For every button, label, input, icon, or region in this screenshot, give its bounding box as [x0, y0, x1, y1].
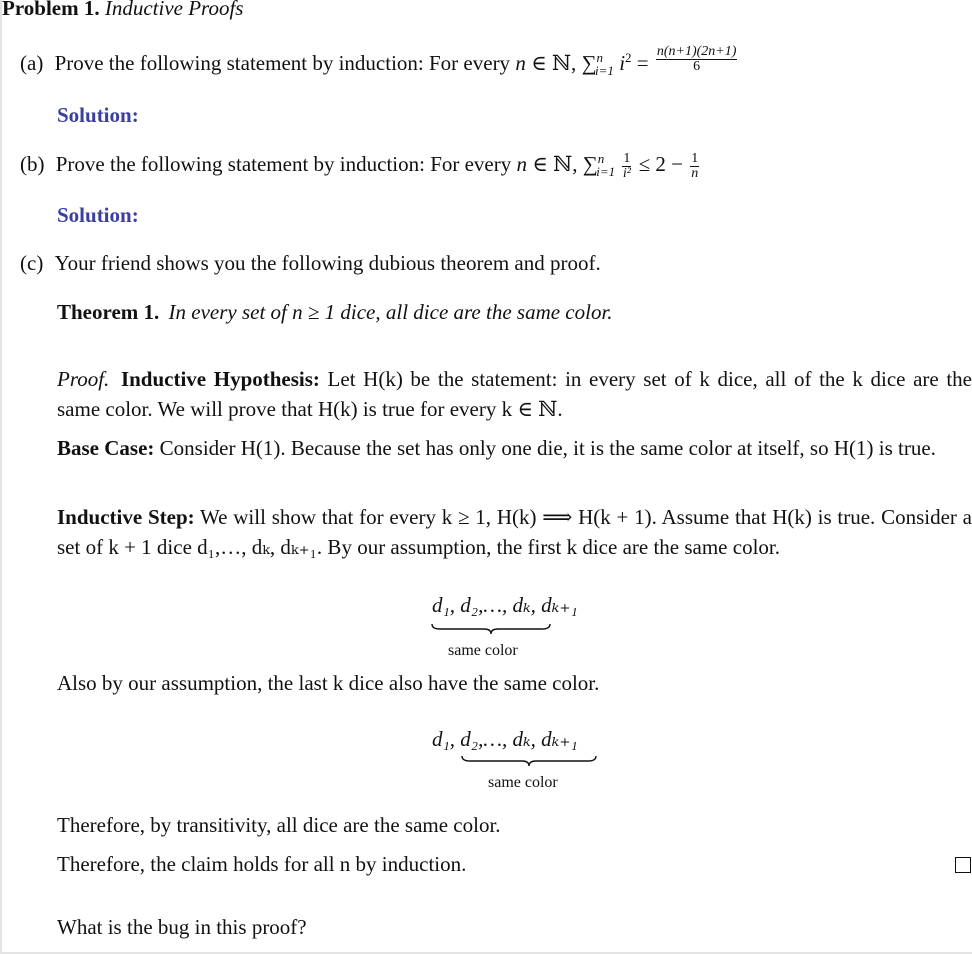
dice-sequence-1: d₁, d₂,…, dₖ, dₖ₊₁	[432, 593, 578, 617]
problem-label: Problem 1.	[2, 0, 100, 20]
inductive-step-label: Inductive Step:	[57, 505, 195, 529]
problem-subtitle: Inductive Proofs	[104, 0, 244, 20]
theorem	[57, 300, 613, 325]
part-a-label: (a)	[20, 51, 44, 75]
part-a-sum: ∑$^n_{i=1}$	[581, 50, 614, 79]
part-a-term: i	[619, 51, 626, 75]
base-case-label: Base Case:	[57, 436, 155, 460]
inductive-step	[57, 502, 972, 562]
brace-2-label: same color	[488, 774, 558, 791]
part-a-frac-den: 6	[693, 58, 701, 74]
problem-title	[2, 0, 243, 21]
part-c-intro-text: Your friend shows you the following dubious theorem and proof.	[54, 251, 601, 275]
therefore-transitivity: Therefore, by transitivity, all dice are the same color.	[57, 813, 501, 837]
part-b-label: (b)	[20, 152, 45, 176]
ih-text: Let H(k) be the statement: in every set of k dice, all of the k dice are the same color. We will prove that H(k) is true for every k ∈ ℕ.	[57, 367, 972, 421]
part-c-intro	[20, 251, 601, 276]
base-case	[57, 433, 972, 463]
part-a-solution: Solution:	[57, 103, 139, 127]
ih-label: Inductive Hypothesis:	[120, 367, 320, 391]
part-a-fraction	[656, 45, 738, 74]
part-a-frac-num: n(n+1)(2n+1)	[656, 43, 737, 59]
base-case-text: Consider H(1). Because the set has only one die, it is the same color at itself, so H(1) is true.	[159, 436, 936, 460]
part-a-in-set: ∈ ℕ,	[531, 51, 577, 75]
dice-sequence-2: d₁, d₂,…, dₖ, dₖ₊₁	[432, 727, 578, 751]
part-b-sum: ∑$^n_{i=1}$	[582, 151, 616, 180]
bug-question: What is the bug in this proof?	[57, 915, 307, 939]
part-a-term-exp: 2	[625, 50, 632, 65]
brace-first-k	[430, 622, 552, 636]
part-b-prefix: Prove the following statement by induction: For every	[55, 152, 512, 176]
also-text: Also by our assumption, the last k dice also have the same color.	[57, 671, 600, 695]
inductive-hypothesis	[57, 364, 972, 424]
theorem-label: Theorem 1.	[57, 300, 160, 324]
part-b-relation: ≤ 2 −	[638, 152, 683, 176]
part-a-prefix: Prove the following statement by induction: For every	[54, 51, 511, 75]
part-c-label: (c)	[20, 251, 44, 275]
therefore-induction: Therefore, the claim holds for all n by induction.	[57, 852, 467, 876]
proof-label: Proof.	[57, 367, 110, 391]
brace-1-label: same color	[448, 642, 518, 659]
inductive-step-text: We will show that for every k ≥ 1, H(k) ⟹ H(k + 1). Assume that H(k) is true. Consider a set of k + 1 dice d₁,…, dₖ, dₖ₊₁. By our assumption, the first k dice are the same color.	[57, 505, 972, 559]
qed-square-icon	[955, 857, 971, 873]
part-b-fraction-1: $\frac{1}{\text{i²}}$	[622, 150, 631, 181]
part-b-var: n	[516, 152, 527, 176]
part-b-solution: Solution:	[57, 203, 139, 227]
brace-last-k	[460, 754, 600, 768]
part-a-statement	[20, 43, 739, 79]
part-a-var: n	[515, 51, 526, 75]
part-b-in-set: ∈ ℕ,	[532, 152, 578, 176]
theorem-text: In every set of n ≥ 1 dice, all dice are the same color.	[168, 300, 613, 324]
part-b-statement	[20, 151, 701, 181]
part-b-fraction-2: $\frac{1}{n}$	[691, 150, 699, 181]
part-a-eq: =	[636, 51, 649, 75]
